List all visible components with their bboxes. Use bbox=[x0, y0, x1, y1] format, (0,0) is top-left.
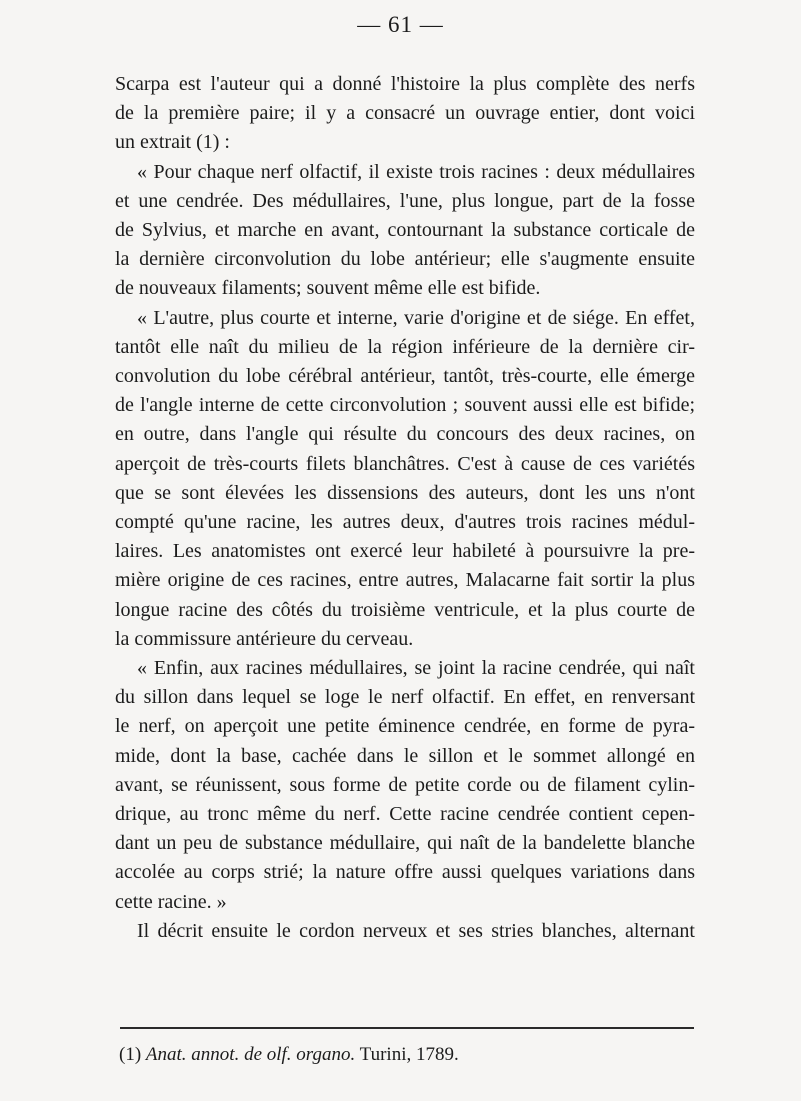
text-line: tantôt elle naît du milieu de la région inférieure de la dernière cir- bbox=[115, 335, 695, 358]
body-text bbox=[115, 70, 695, 946]
footnote-title: Anat. annot. de olf. organo. bbox=[145, 1044, 356, 1065]
text-line: avant, se réunissent, sous forme de petite corde ou de filament cylin- bbox=[115, 773, 695, 796]
text-line: accolée au corps strié; la nature offre aussi quelques variations dans bbox=[115, 861, 695, 884]
text-line: drique, au tronc même du nerf. Cette racine cendrée contient cepen- bbox=[115, 803, 695, 826]
text-line: « Enfin, aux racines médullaires, se joint la racine cendrée, qui naît bbox=[137, 657, 695, 680]
footnote bbox=[119, 1044, 699, 1066]
paragraph-4 bbox=[115, 654, 695, 917]
text-line: mière origine de ces racines, entre autres, Malacarne fait sortir la plus bbox=[115, 569, 695, 592]
text-line: mide, dont la base, cachée dans le sillon et le sommet allongé en bbox=[115, 744, 695, 767]
footnote-place-year: Turini, 1789. bbox=[359, 1044, 459, 1065]
text-line: la commissure antérieure du cerveau. bbox=[115, 627, 414, 650]
text-line: de la première paire; il y a consacré un ouvrage entier, dont voici bbox=[115, 102, 695, 125]
page-number: — 61 — bbox=[357, 12, 444, 37]
text-line: de nouveaux filaments; souvent même elle est bifide. bbox=[115, 277, 541, 300]
text-line: que se sont élevées les dissensions des auteurs, dont les uns n'ont bbox=[115, 481, 695, 504]
paragraph-2 bbox=[115, 158, 695, 304]
text-line: de l'angle interne de cette circonvolution ; souvent aussi elle est bifide; bbox=[115, 394, 695, 417]
footnote-divider bbox=[120, 1027, 694, 1029]
paragraph-3 bbox=[115, 304, 695, 654]
text-line: longue racine des côtés du troisième ventricule, et la plus courte de bbox=[115, 598, 695, 621]
text-line: compté qu'une racine, les autres deux, d'autres trois racines médul- bbox=[115, 511, 695, 534]
text-line: dant un peu de substance médullaire, qui naît de la bandelette blanche bbox=[115, 832, 695, 855]
text-line: de Sylvius, et marche en avant, contournant la substance corticale de bbox=[115, 219, 695, 242]
text-line: et une cendrée. Des médullaires, l'une, plus longue, part de la fosse bbox=[115, 189, 695, 212]
text-line: Scarpa est l'auteur qui a donné l'histoire la plus complète des nerfs bbox=[115, 73, 695, 95]
text-line: le nerf, on aperçoit une petite éminence cendrée, en forme de pyra- bbox=[115, 715, 695, 738]
footnote-marker: (1) bbox=[119, 1044, 142, 1065]
paragraph-1 bbox=[115, 70, 695, 158]
text-line: en outre, dans l'angle qui résulte du concours des deux racines, on bbox=[115, 423, 695, 446]
text-line: convolution du lobe cérébral antérieur, tantôt, très-courte, elle émerge bbox=[115, 365, 695, 388]
text-line: la dernière circonvolution du lobe antérieur; elle s'augmente ensuite bbox=[115, 248, 695, 271]
text-line: « L'autre, plus courte et interne, varie d'origine et de siége. En effet, bbox=[137, 306, 695, 329]
text-line: un extrait (1) : bbox=[115, 131, 230, 154]
paragraph-5 bbox=[115, 917, 695, 946]
text-line: cette racine. » bbox=[115, 890, 227, 913]
text-line: Il décrit ensuite le cordon nerveux et ses stries blanches, alternant bbox=[137, 919, 695, 942]
text-line: « Pour chaque nerf olfactif, il existe trois racines : deux médullaires bbox=[137, 160, 695, 183]
text-line: aperçoit de très-courts filets blanchâtres. C'est à cause de ces variétés bbox=[115, 452, 695, 475]
text-line: du sillon dans lequel se loge le nerf olfactif. En effet, en renversant bbox=[115, 686, 695, 709]
text-line: laires. Les anatomistes ont exercé leur habileté à poursuivre la pre- bbox=[115, 540, 695, 563]
